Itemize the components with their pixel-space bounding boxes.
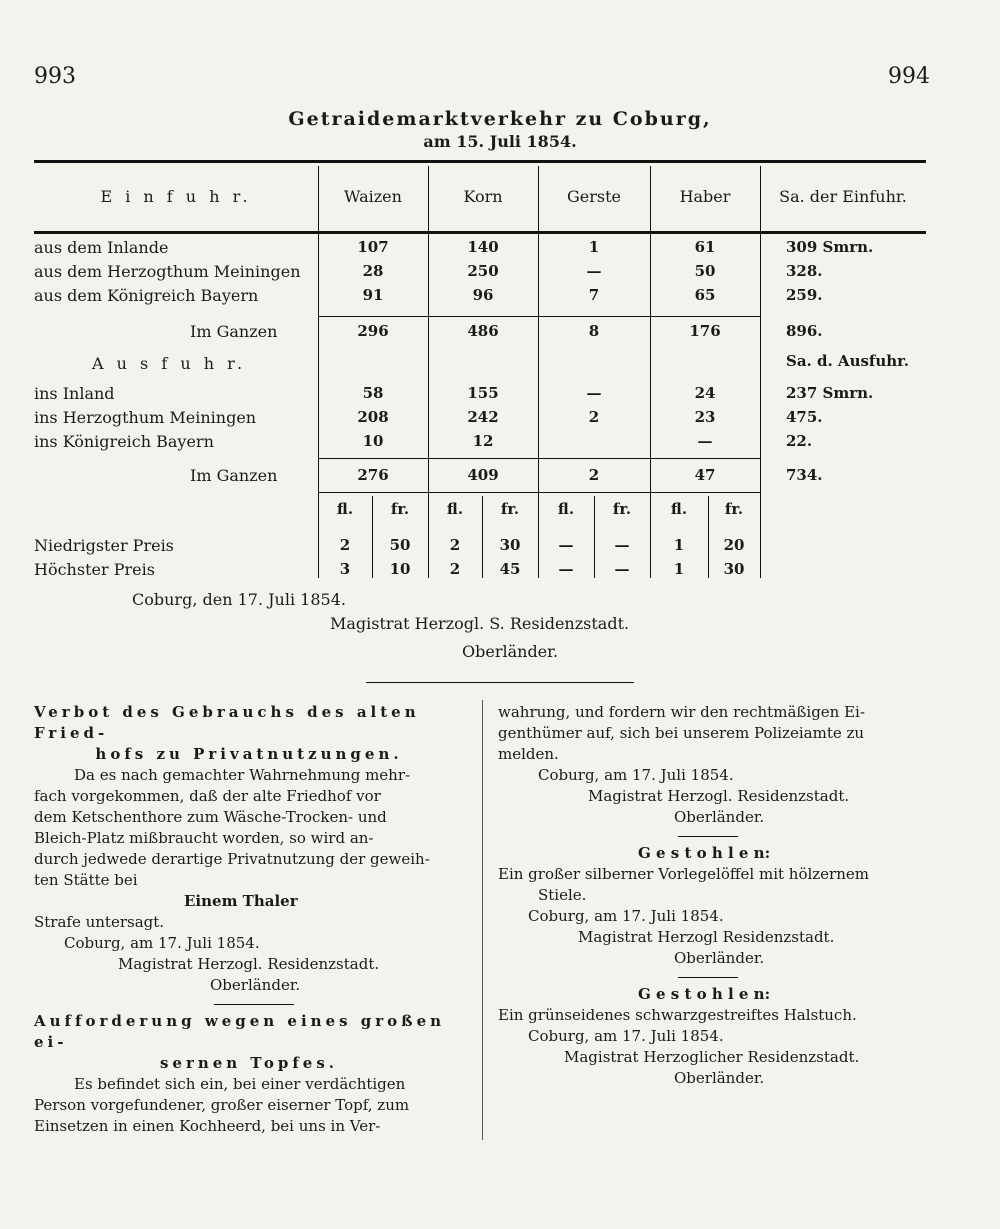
header-sum-einfuhr: Sa. der Einfuhr.: [779, 187, 907, 206]
notice-body-line: melden.: [498, 745, 559, 763]
notice-authority: Magistrat Herzogl. Residenzstadt.: [588, 787, 850, 805]
notice-body-line: durch jedwede derartige Privatnutzung der geweih-: [34, 850, 430, 868]
ausfuhr-total-rule: [318, 458, 760, 459]
notice-body-line: Einsetzen in einen Kochheerd, bei uns in Ver-: [34, 1117, 381, 1135]
table-date: am 15. Juli 1854.: [423, 132, 577, 151]
notice-body-line: Bleich-Platz mißbraucht worden, so wird an-: [34, 829, 374, 847]
notice-body-line: wahrung, und fordern wir den rechtmäßigen Ei-: [498, 703, 865, 721]
header-haber: Haber: [679, 187, 731, 206]
einfuhr-total-rule: [318, 316, 760, 317]
notice-body-line: Ein grünseidenes schwarzgestreiftes Halstuch.: [498, 1006, 857, 1024]
notice-heading: hofs zu Privatnutzungen.: [95, 745, 403, 763]
notice-signature: Oberländer.: [674, 949, 765, 967]
notice-body-line: dem Ketschenthore zum Wäsche-Trocken- und: [34, 808, 387, 826]
notice-signature: Oberländer.: [674, 808, 765, 826]
header-einfuhr: E i n f u h r.: [100, 187, 252, 206]
page-number-right: 994: [888, 64, 930, 89]
notice-signature: Oberländer.: [210, 976, 301, 994]
table-authority: Magistrat Herzogl. S. Residenzstadt.: [330, 614, 630, 633]
notice-divider: [214, 1004, 294, 1005]
table-signature: Oberländer.: [462, 642, 559, 661]
notice-authority: Magistrat Herzogl Residenzstadt.: [578, 928, 835, 946]
notice-body-line: ten Stätte bei: [34, 871, 138, 889]
notice-body-line: Ein großer silberner Vorlegelöffel mit hölzernem: [498, 865, 869, 883]
notice-heading: Aufforderung wegen eines großen ei-: [34, 1012, 446, 1051]
notice-date: Coburg, am 17. Juli 1854.: [528, 1027, 724, 1045]
notice-penalty-tail: Strafe untersagt.: [34, 913, 165, 931]
header-korn: Korn: [463, 187, 503, 206]
ausfuhr-label: A u s f u h r.: [92, 354, 247, 373]
left-column: [34, 702, 464, 1137]
price-rule: [318, 492, 760, 493]
notice-body-line: Da es nach gemachter Wahrnehmung mehr-: [74, 766, 411, 784]
table-top-rule: [34, 160, 926, 163]
table-place-date: Coburg, den 17. Juli 1854.: [132, 590, 346, 609]
notice-date: Coburg, am 17. Juli 1854.: [528, 907, 724, 925]
notice-heading: Verbot des Gebrauchs des alten Fried-: [34, 703, 420, 742]
notice-date: Coburg, am 17. Juli 1854.: [538, 766, 734, 784]
stolen-heading: G e s t o h l e n:: [638, 985, 771, 1003]
notice-authority: Magistrat Herzogl. Residenzstadt.: [118, 955, 380, 973]
notice-penalty: Einem Thaler: [184, 892, 298, 910]
notice-body-line: Stiele.: [538, 886, 587, 904]
notice-body-line: Person vorgefundener, großer eiserner Topf, zum: [34, 1096, 410, 1114]
column-separator: [482, 700, 483, 1140]
table-header-rule: [34, 231, 926, 234]
stolen-heading: G e s t o h l e n:: [638, 844, 771, 862]
right-column: [498, 702, 938, 1089]
section-divider: [366, 682, 634, 683]
col-divider: [760, 166, 761, 578]
header-sum-ausfuhr: Sa. d. Ausfuhr.: [786, 352, 909, 370]
notice-divider: [678, 977, 738, 978]
notice-signature: Oberländer.: [674, 1069, 765, 1087]
header-gerste: Gerste: [566, 187, 621, 206]
page-number-left: 993: [34, 64, 76, 89]
notice-body-line: genthümer auf, sich bei unserem Polizeiamte zu: [498, 724, 865, 742]
header-waizen: Waizen: [344, 187, 402, 206]
notice-authority: Magistrat Herzoglicher Residenzstadt.: [564, 1048, 860, 1066]
table-title: Getraidemarktverkehr zu Coburg,: [288, 108, 712, 130]
notice-heading: sernen Topfes.: [159, 1054, 339, 1072]
notice-body-line: fach vorgekommen, daß der alte Friedhof vor: [34, 787, 381, 805]
notice-divider: [678, 836, 738, 837]
notice-body-line: Es befindet sich ein, bei einer verdächtigen: [74, 1075, 406, 1093]
notice-date: Coburg, am 17. Juli 1854.: [64, 934, 260, 952]
